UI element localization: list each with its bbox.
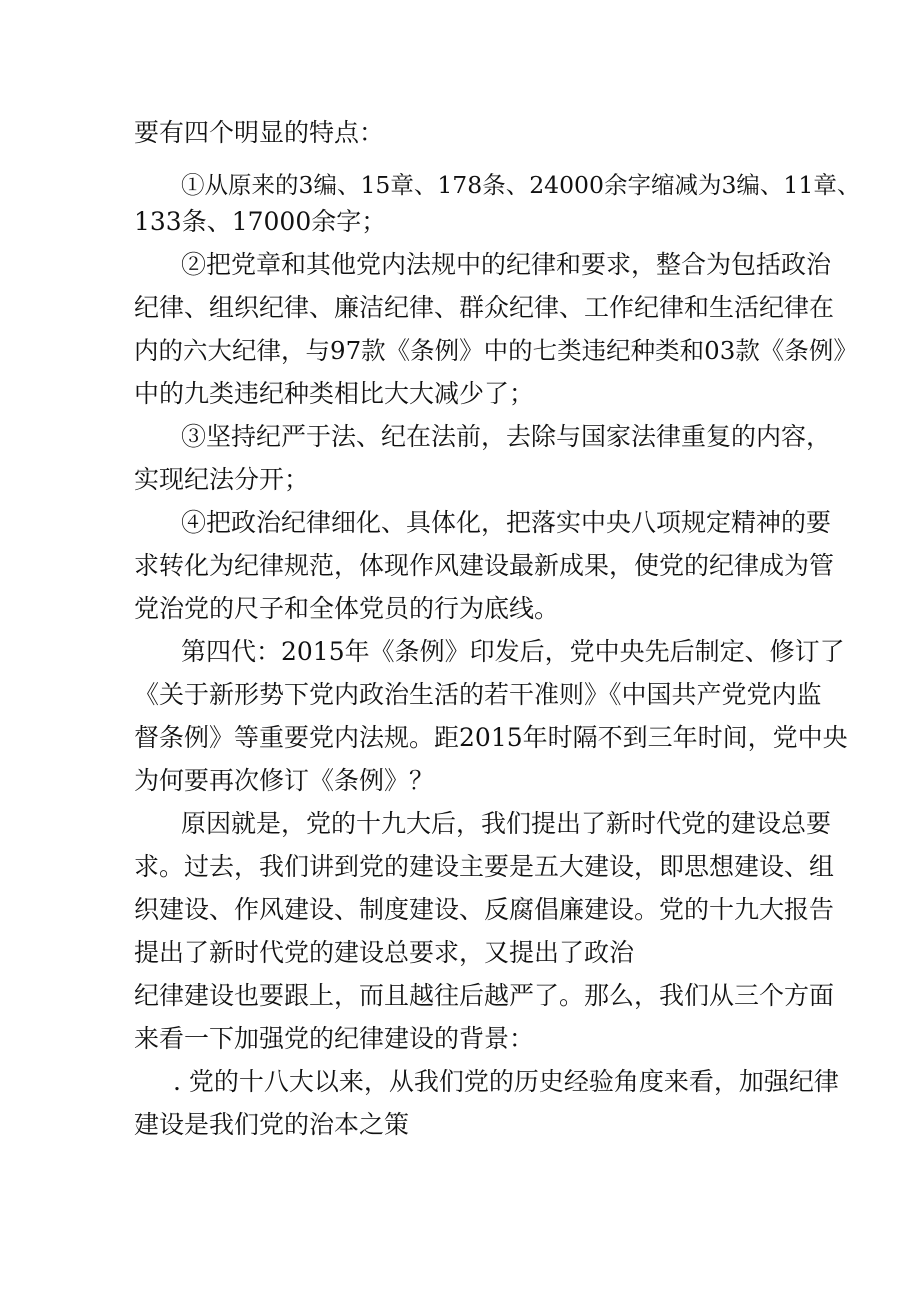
text-line: . 党的十八大以来，从我们党的历史经验角度来看，加强纪律: [173, 1067, 839, 1096]
text-line: 内的六大纪律，与97款《条例》中的七类违纪种类和03款《条例》: [134, 336, 858, 365]
text-line: ③坚持纪严于法、纪在法前，去除与国家法律重复的内容，: [181, 422, 832, 451]
text-line: 中的九类违纪种类相比大大减少了；: [134, 379, 535, 408]
text-line: 原因就是，党的十九大后，我们提出了新时代党的建设总要: [181, 809, 832, 838]
text-line: 来看一下加强党的纪律建设的背景：: [134, 1024, 535, 1053]
text-line: 提出了新时代党的建设总要求，又提出了政治: [134, 938, 635, 967]
text-line: 133条、17000余字；: [134, 207, 387, 236]
text-line: 要有四个明显的特点：: [134, 118, 385, 147]
text-line: 督条例》等重要党内法规。距2015年时隔不到三年时间，党中央: [134, 723, 848, 752]
text-line: 《关于新形势下党内政治生活的若干准则》《中国共产党党内监: [134, 680, 822, 709]
text-line: 求转化为纪律规范，体现作风建设最新成果，使党的纪律成为管: [134, 551, 835, 580]
text-line: 为何要再次修订《条例》？: [134, 766, 435, 795]
text-line: 党治党的尺子和全体党员的行为底线。: [134, 594, 560, 623]
text-line: 实现纪法分开；: [134, 465, 310, 494]
text-line: 求。过去，我们讲到党的建设主要是五大建设，即思想建设、组: [134, 852, 835, 881]
text-line: 第四代：2015年《条例》印发后，党中央先后制定、修订了: [181, 637, 845, 666]
text-line: ④把政治纪律细化、具体化，把落实中央八项规定精神的要: [181, 508, 832, 537]
text-line: ②把党章和其他党内法规中的纪律和要求，整合为包括政治: [181, 250, 832, 279]
text-line: 织建设、作风建设、制度建设、反腐倡廉建设。党的十九大报告: [134, 895, 835, 924]
text-line: 建设是我们党的治本之策: [134, 1110, 410, 1139]
text-line: 纪律建设也要跟上，而且越往后越严了。那么，我们从三个方面: [134, 981, 835, 1010]
text-line: ①从原来的3编、15章、178条、24000余字缩减为3编、11章、: [181, 171, 861, 199]
text-line: 纪律、组织纪律、廉洁纪律、群众纪律、工作纪律和生活纪律在: [134, 293, 835, 322]
